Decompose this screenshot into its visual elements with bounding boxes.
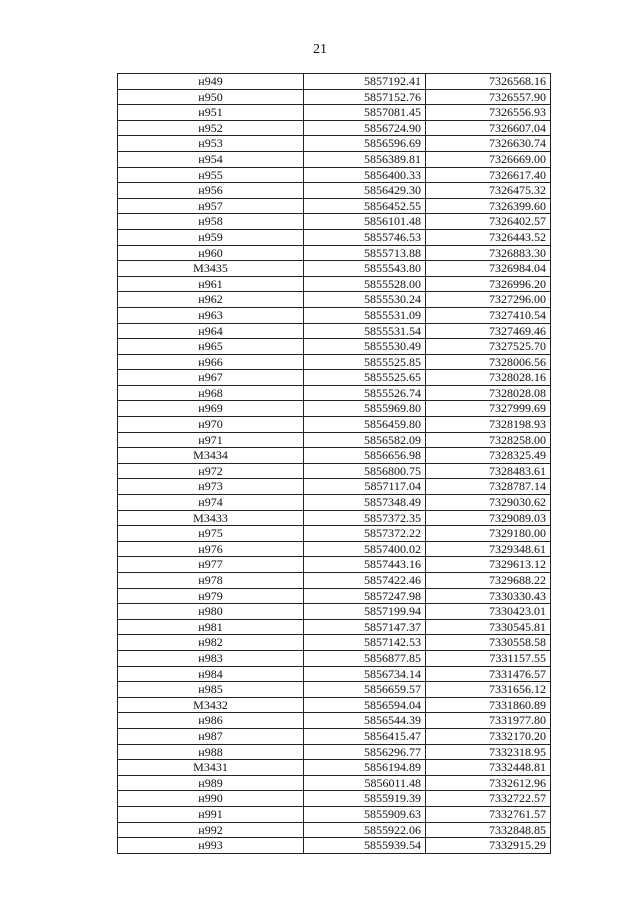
table-row [118, 510, 551, 526]
y-coordinate-cell: 7330545.81 [426, 619, 551, 635]
table-row [118, 339, 551, 355]
table-row [118, 541, 551, 557]
table-row [118, 354, 551, 370]
y-coordinate-cell: 7326630.74 [426, 136, 551, 152]
table-row [118, 775, 551, 791]
point-id-cell: н963 [118, 307, 304, 323]
y-coordinate-cell: 7329688.22 [426, 573, 551, 589]
table-row [118, 448, 551, 464]
y-coordinate-cell: 7332318.95 [426, 744, 551, 760]
y-coordinate-cell: 7329089.03 [426, 510, 551, 526]
table-row [118, 666, 551, 682]
y-coordinate-cell: 7328006.56 [426, 354, 551, 370]
x-coordinate-cell: 5855531.09 [304, 307, 426, 323]
x-coordinate-cell: 5856011.48 [304, 775, 426, 791]
point-id-cell: н972 [118, 463, 304, 479]
point-id-cell: М3431 [118, 760, 304, 776]
point-id-cell: н964 [118, 323, 304, 339]
y-coordinate-cell: 7332722.57 [426, 791, 551, 807]
coordinates-table [117, 73, 551, 854]
x-coordinate-cell: 5857247.98 [304, 588, 426, 604]
point-id-cell: н957 [118, 198, 304, 214]
table-row [118, 760, 551, 776]
table-row [118, 697, 551, 713]
y-coordinate-cell: 7327999.69 [426, 401, 551, 417]
y-coordinate-cell: 7331476.57 [426, 666, 551, 682]
y-coordinate-cell: 7326984.04 [426, 261, 551, 277]
x-coordinate-cell: 5856194.89 [304, 760, 426, 776]
y-coordinate-cell: 7329180.00 [426, 526, 551, 542]
x-coordinate-cell: 5855969.80 [304, 401, 426, 417]
point-id-cell: н980 [118, 604, 304, 620]
point-id-cell: М3432 [118, 697, 304, 713]
point-id-cell: н958 [118, 214, 304, 230]
table-row [118, 120, 551, 136]
x-coordinate-cell: 5855939.54 [304, 838, 426, 854]
point-id-cell: н965 [118, 339, 304, 355]
y-coordinate-cell: 7328483.61 [426, 463, 551, 479]
table-row [118, 370, 551, 386]
x-coordinate-cell: 5855528.00 [304, 276, 426, 292]
y-coordinate-cell: 7332848.85 [426, 822, 551, 838]
x-coordinate-cell: 5855530.49 [304, 339, 426, 355]
x-coordinate-cell: 5857372.35 [304, 510, 426, 526]
point-id-cell: М3433 [118, 510, 304, 526]
table-row [118, 417, 551, 433]
x-coordinate-cell: 5856594.04 [304, 697, 426, 713]
table-row [118, 401, 551, 417]
table-row [118, 229, 551, 245]
point-id-cell: М3435 [118, 261, 304, 277]
point-id-cell: н953 [118, 136, 304, 152]
point-id-cell: н981 [118, 619, 304, 635]
x-coordinate-cell: 5856596.69 [304, 136, 426, 152]
table-row [118, 74, 551, 90]
x-coordinate-cell: 5857422.46 [304, 573, 426, 589]
point-id-cell: н959 [118, 229, 304, 245]
y-coordinate-cell: 7326443.52 [426, 229, 551, 245]
y-coordinate-cell: 7332915.29 [426, 838, 551, 854]
point-id-cell: н960 [118, 245, 304, 261]
x-coordinate-cell: 5857081.45 [304, 105, 426, 121]
y-coordinate-cell: 7332612.96 [426, 775, 551, 791]
table-row [118, 604, 551, 620]
page-number: 21 [313, 42, 327, 57]
table-row [118, 744, 551, 760]
x-coordinate-cell: 5856582.09 [304, 432, 426, 448]
y-coordinate-cell: 7328028.16 [426, 370, 551, 386]
x-coordinate-cell: 5857443.16 [304, 557, 426, 573]
table-row [118, 838, 551, 854]
table-row [118, 728, 551, 744]
y-coordinate-cell: 7326883.30 [426, 245, 551, 261]
table-row [118, 635, 551, 651]
x-coordinate-cell: 5857372.22 [304, 526, 426, 542]
x-coordinate-cell: 5856544.39 [304, 713, 426, 729]
y-coordinate-cell: 7326402.57 [426, 214, 551, 230]
point-id-cell: н954 [118, 151, 304, 167]
table-row [118, 183, 551, 199]
point-id-cell: н952 [118, 120, 304, 136]
table-row [118, 573, 551, 589]
x-coordinate-cell: 5856400.33 [304, 167, 426, 183]
table-row [118, 276, 551, 292]
y-coordinate-cell: 7332448.81 [426, 760, 551, 776]
table-row [118, 151, 551, 167]
point-id-cell: н967 [118, 370, 304, 386]
y-coordinate-cell: 7331656.12 [426, 682, 551, 698]
y-coordinate-cell: 7330330.43 [426, 588, 551, 604]
x-coordinate-cell: 5855531.54 [304, 323, 426, 339]
x-coordinate-cell: 5855530.24 [304, 292, 426, 308]
point-id-cell: н956 [118, 183, 304, 199]
point-id-cell: н969 [118, 401, 304, 417]
table-row [118, 463, 551, 479]
x-coordinate-cell: 5857192.41 [304, 74, 426, 90]
y-coordinate-cell: 7329030.62 [426, 495, 551, 511]
x-coordinate-cell: 5857117.04 [304, 479, 426, 495]
point-id-cell: н987 [118, 728, 304, 744]
table-row [118, 323, 551, 339]
x-coordinate-cell: 5856389.81 [304, 151, 426, 167]
point-id-cell: н974 [118, 495, 304, 511]
table-row [118, 245, 551, 261]
table-row [118, 822, 551, 838]
table-row [118, 261, 551, 277]
x-coordinate-cell: 5855922.06 [304, 822, 426, 838]
point-id-cell: н985 [118, 682, 304, 698]
point-id-cell: н982 [118, 635, 304, 651]
table-row [118, 105, 551, 121]
point-id-cell: н986 [118, 713, 304, 729]
y-coordinate-cell: 7328198.93 [426, 417, 551, 433]
point-id-cell: н975 [118, 526, 304, 542]
y-coordinate-cell: 7327525.70 [426, 339, 551, 355]
y-coordinate-cell: 7332170.20 [426, 728, 551, 744]
table-row [118, 307, 551, 323]
x-coordinate-cell: 5856296.77 [304, 744, 426, 760]
x-coordinate-cell: 5855746.53 [304, 229, 426, 245]
point-id-cell: н989 [118, 775, 304, 791]
y-coordinate-cell: 7328787.14 [426, 479, 551, 495]
point-id-cell: н951 [118, 105, 304, 121]
table-row [118, 650, 551, 666]
table-row [118, 136, 551, 152]
table-row [118, 432, 551, 448]
x-coordinate-cell: 5856724.90 [304, 120, 426, 136]
y-coordinate-cell: 7330558.58 [426, 635, 551, 651]
x-coordinate-cell: 5856101.48 [304, 214, 426, 230]
y-coordinate-cell: 7327410.54 [426, 307, 551, 323]
point-id-cell: н990 [118, 791, 304, 807]
table-row [118, 385, 551, 401]
y-coordinate-cell: 7329348.61 [426, 541, 551, 557]
y-coordinate-cell: 7328325.49 [426, 448, 551, 464]
table-row [118, 198, 551, 214]
y-coordinate-cell: 7326669.00 [426, 151, 551, 167]
table-row [118, 479, 551, 495]
table-row [118, 557, 551, 573]
y-coordinate-cell: 7326607.04 [426, 120, 551, 136]
point-id-cell: н961 [118, 276, 304, 292]
coordinates-table-body [118, 74, 551, 854]
x-coordinate-cell: 5855919.39 [304, 791, 426, 807]
x-coordinate-cell: 5855525.85 [304, 354, 426, 370]
y-coordinate-cell: 7328028.08 [426, 385, 551, 401]
x-coordinate-cell: 5857152.76 [304, 89, 426, 105]
point-id-cell: н955 [118, 167, 304, 183]
table-row [118, 292, 551, 308]
point-id-cell: н962 [118, 292, 304, 308]
x-coordinate-cell: 5856656.98 [304, 448, 426, 464]
x-coordinate-cell: 5856415.47 [304, 728, 426, 744]
table-row [118, 682, 551, 698]
y-coordinate-cell: 7331860.89 [426, 697, 551, 713]
table-row [118, 495, 551, 511]
x-coordinate-cell: 5855543.80 [304, 261, 426, 277]
point-id-cell: н971 [118, 432, 304, 448]
table-row [118, 89, 551, 105]
point-id-cell: н984 [118, 666, 304, 682]
y-coordinate-cell: 7331157.55 [426, 650, 551, 666]
x-coordinate-cell: 5857348.49 [304, 495, 426, 511]
point-id-cell: н983 [118, 650, 304, 666]
x-coordinate-cell: 5855713.88 [304, 245, 426, 261]
point-id-cell: н992 [118, 822, 304, 838]
point-id-cell: М3434 [118, 448, 304, 464]
point-id-cell: н988 [118, 744, 304, 760]
x-coordinate-cell: 5856659.57 [304, 682, 426, 698]
y-coordinate-cell: 7331977.80 [426, 713, 551, 729]
y-coordinate-cell: 7332761.57 [426, 806, 551, 822]
table-row [118, 619, 551, 635]
point-id-cell: н968 [118, 385, 304, 401]
y-coordinate-cell: 7327296.00 [426, 292, 551, 308]
table-row [118, 214, 551, 230]
y-coordinate-cell: 7330423.01 [426, 604, 551, 620]
point-id-cell: н976 [118, 541, 304, 557]
x-coordinate-cell: 5855909.63 [304, 806, 426, 822]
y-coordinate-cell: 7329613.12 [426, 557, 551, 573]
y-coordinate-cell: 7326617.40 [426, 167, 551, 183]
y-coordinate-cell: 7327469.46 [426, 323, 551, 339]
point-id-cell: н973 [118, 479, 304, 495]
x-coordinate-cell: 5856459.80 [304, 417, 426, 433]
point-id-cell: н970 [118, 417, 304, 433]
point-id-cell: н991 [118, 806, 304, 822]
y-coordinate-cell: 7326557.90 [426, 89, 551, 105]
x-coordinate-cell: 5857147.37 [304, 619, 426, 635]
x-coordinate-cell: 5855526.74 [304, 385, 426, 401]
point-id-cell: н979 [118, 588, 304, 604]
y-coordinate-cell: 7326475.32 [426, 183, 551, 199]
x-coordinate-cell: 5856734.14 [304, 666, 426, 682]
x-coordinate-cell: 5856429.30 [304, 183, 426, 199]
point-id-cell: н978 [118, 573, 304, 589]
y-coordinate-cell: 7326556.93 [426, 105, 551, 121]
table-row [118, 791, 551, 807]
table-row [118, 167, 551, 183]
y-coordinate-cell: 7326399.60 [426, 198, 551, 214]
point-id-cell: н949 [118, 74, 304, 90]
table-row [118, 713, 551, 729]
y-coordinate-cell: 7328258.00 [426, 432, 551, 448]
point-id-cell: н993 [118, 838, 304, 854]
x-coordinate-cell: 5856452.55 [304, 198, 426, 214]
x-coordinate-cell: 5856800.75 [304, 463, 426, 479]
point-id-cell: н966 [118, 354, 304, 370]
table-row [118, 526, 551, 542]
point-id-cell: н950 [118, 89, 304, 105]
x-coordinate-cell: 5855525.65 [304, 370, 426, 386]
table-row [118, 588, 551, 604]
x-coordinate-cell: 5857400.02 [304, 541, 426, 557]
y-coordinate-cell: 7326568.16 [426, 74, 551, 90]
x-coordinate-cell: 5857142.53 [304, 635, 426, 651]
x-coordinate-cell: 5857199.94 [304, 604, 426, 620]
x-coordinate-cell: 5856877.85 [304, 650, 426, 666]
table-row [118, 806, 551, 822]
y-coordinate-cell: 7326996.20 [426, 276, 551, 292]
point-id-cell: н977 [118, 557, 304, 573]
